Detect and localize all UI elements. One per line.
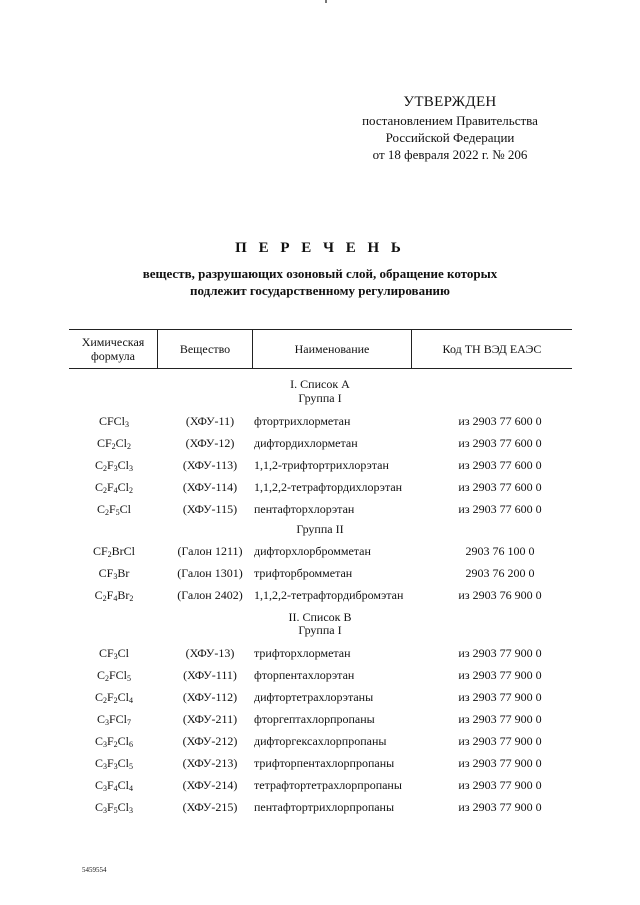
customs-code: из 2903 77 900 0: [458, 756, 542, 770]
document-number: 5459554: [82, 866, 107, 874]
substance-name: пентафтортрихлорпропаны: [254, 800, 395, 814]
substance-code: (ХФУ-214): [182, 778, 238, 792]
formula-element: C: [94, 756, 103, 770]
substance-name: трифторхлорметан: [254, 646, 351, 660]
formula-element: BrCl: [111, 544, 136, 558]
formula-element: Cl: [117, 800, 130, 814]
table-row: [0, 413, 640, 429]
formula-element: CF: [98, 566, 114, 580]
header-substance: Вещество: [179, 342, 231, 356]
formula-element: CFCl: [98, 414, 125, 428]
chemical-formula: [69, 667, 159, 683]
formula-element: F: [106, 756, 114, 770]
approval-date: от 18 февраля 2022 г. № 206: [372, 147, 528, 162]
formula-subscript: 4: [129, 696, 134, 705]
header-code: Код ТН ВЭД ЕАЭС: [442, 342, 542, 356]
customs-code: из 2903 77 600 0: [458, 502, 542, 516]
formula-element: Cl: [117, 690, 130, 704]
formula-element: C: [96, 712, 105, 726]
table-row: [0, 755, 640, 771]
formula-element: C: [94, 778, 103, 792]
formula-subscript: 3: [129, 806, 134, 815]
formula-subscript: 5: [115, 508, 120, 517]
table-row: [0, 565, 640, 581]
table-row: [0, 435, 640, 451]
chemical-formula: [69, 777, 159, 793]
formula-subscript: 2: [111, 442, 116, 451]
table-row: [0, 587, 640, 603]
formula-element: F: [106, 480, 114, 494]
customs-code: из 2903 76 900 0: [458, 588, 542, 602]
chemical-formula: [69, 587, 159, 603]
table-row: [0, 501, 640, 517]
chemical-formula: [69, 755, 159, 771]
formula-subscript: 3: [113, 464, 118, 473]
substance-name: фтортрихлорметан: [254, 414, 351, 428]
formula-element: C: [94, 690, 103, 704]
approval-stamp: [330, 93, 570, 163]
substance-code: (Галон 2402): [177, 588, 243, 602]
customs-code: из 2903 77 600 0: [458, 480, 542, 494]
chemical-formula: [69, 799, 159, 815]
substance-name: 1,1,2,2-тетрафтордихлорэтан: [254, 480, 403, 494]
formula-element: FCl: [109, 668, 128, 682]
formula-subscript: 3: [125, 420, 129, 429]
substance-code: (ХФУ-212): [182, 734, 238, 748]
substance-name: трифторбромметан: [254, 566, 353, 580]
formula-subscript: 2: [107, 550, 112, 559]
formula-element: Cl: [117, 734, 130, 748]
table-row: [0, 457, 640, 473]
customs-code: из 2903 77 900 0: [458, 800, 542, 814]
formula-element: F: [106, 690, 114, 704]
customs-code: 2903 76 200 0: [465, 566, 535, 580]
substance-code: (ХФУ-111): [183, 668, 237, 682]
formula-subscript: 4: [113, 486, 118, 495]
formula-element: F: [106, 800, 114, 814]
formula-element: Cl: [117, 756, 130, 770]
table-row: [0, 733, 640, 749]
formula-subscript: 4: [113, 594, 118, 603]
header-formula-line: формула: [91, 349, 135, 363]
substance-code: (ХФУ-211): [182, 712, 238, 726]
formula-element: FCl: [109, 712, 128, 726]
chemical-formula: [69, 413, 159, 429]
substance-code: (Галон 1301): [177, 566, 243, 580]
formula-subscript: 4: [129, 784, 134, 793]
formula-subscript: 2: [129, 486, 134, 495]
approval-line: постановлением Правительства: [362, 113, 538, 128]
formula-element: F: [106, 458, 114, 472]
substance-name: трифторпентахлорпропаны: [254, 756, 395, 770]
formula-element: C: [94, 588, 103, 602]
substance-code: (ХФУ-12): [185, 436, 235, 450]
page-top-mark: [325, 0, 327, 3]
formula-element: Cl: [119, 502, 132, 516]
formula-subscript: 6: [129, 740, 134, 749]
formula-subscript: 2: [113, 696, 118, 705]
substance-name: дифтордихлорметан: [254, 436, 358, 450]
table-row: [0, 479, 640, 495]
formula-element: Cl: [117, 480, 130, 494]
substance-code: (ХФУ-112): [182, 690, 238, 704]
substance-code: (ХФУ-115): [182, 502, 238, 516]
document-subtitle: [60, 265, 580, 299]
approval-heading: УТВЕРЖДЕН: [403, 94, 497, 110]
table-row: [0, 543, 640, 559]
formula-subscript: 5: [113, 806, 118, 815]
formula-subscript: 3: [102, 762, 107, 771]
formula-subscript: 2: [129, 594, 134, 603]
customs-code: из 2903 77 900 0: [458, 734, 542, 748]
formula-subscript: 5: [129, 762, 134, 771]
formula-element: C: [94, 734, 103, 748]
formula-subscript: 2: [127, 442, 132, 451]
chemical-formula: [69, 457, 159, 473]
formula-subscript: 3: [113, 572, 118, 581]
table-row: [0, 711, 640, 727]
formula-element: F: [108, 502, 116, 516]
customs-code: из 2903 77 900 0: [458, 690, 542, 704]
formula-subscript: 3: [105, 718, 109, 727]
formula-subscript: 2: [102, 486, 107, 495]
formula-element: CF: [98, 646, 114, 660]
formula-element: F: [106, 588, 114, 602]
formula-subscript: 3: [113, 762, 118, 771]
substance-name: фторгептахлорпропаны: [254, 712, 375, 726]
list-heading: II. Список B: [288, 610, 352, 624]
group-heading: Группа I: [298, 623, 342, 637]
formula-element: C: [96, 668, 105, 682]
substance-name: дифторхлорбромметан: [254, 544, 371, 558]
chemical-formula: [69, 711, 159, 727]
table-row: [0, 777, 640, 793]
customs-code: из 2903 77 900 0: [458, 668, 542, 682]
header-formula-line: Химическая: [81, 335, 145, 349]
substance-code: (ХФУ-113): [182, 458, 238, 472]
formula-subscript: 2: [102, 464, 107, 473]
formula-subscript: 4: [113, 784, 118, 793]
substance-code: (Галон 1211): [177, 544, 243, 558]
formula-element: C: [94, 480, 103, 494]
substance-name: фторпентахлорэтан: [254, 668, 355, 682]
substance-name: тетрафтортетрахлорпропаны: [254, 778, 402, 792]
chemical-formula: [69, 479, 159, 495]
formula-element: C: [96, 502, 105, 516]
substance-code: (ХФУ-114): [182, 480, 238, 494]
table-row: [0, 799, 640, 815]
substance-name: пентафторхлорэтан: [254, 502, 355, 516]
chemical-formula: [69, 543, 159, 559]
substance-code: (ХФУ-13): [185, 646, 235, 660]
formula-element: CF: [96, 436, 112, 450]
formula-subscript: 3: [102, 806, 107, 815]
formula-subscript: 3: [129, 464, 134, 473]
formula-subscript: 3: [113, 652, 118, 661]
formula-element: F: [106, 778, 114, 792]
table-header: [69, 329, 572, 369]
chemical-formula: [69, 733, 159, 749]
formula-element: Cl: [115, 436, 128, 450]
substance-code: (ХФУ-213): [182, 756, 238, 770]
substance-code: (ХФУ-11): [185, 414, 235, 428]
formula-subscript: 2: [102, 594, 107, 603]
group-heading: Группа II: [296, 522, 344, 536]
table-row: [0, 689, 640, 705]
customs-code: из 2903 77 600 0: [458, 414, 542, 428]
formula-element: Cl: [117, 778, 130, 792]
substance-name: 1,1,2-трифтортрихлорэтан: [254, 458, 389, 472]
formula-subscript: 2: [102, 696, 107, 705]
substance-name: 1,1,2,2-тетрафтордибромэтан: [254, 588, 404, 602]
customs-code: из 2903 77 900 0: [458, 712, 542, 726]
customs-code: из 2903 77 900 0: [458, 646, 542, 660]
substance-name: дифторгексахлорпропаны: [254, 734, 387, 748]
customs-code: из 2903 77 900 0: [458, 778, 542, 792]
subtitle-line: подлежит государственному регулированию: [190, 283, 450, 298]
customs-code: из 2903 77 600 0: [458, 458, 542, 472]
formula-subscript: 3: [102, 740, 107, 749]
subtitle-line: веществ, разрушающих озоновый слой, обращение которых: [142, 266, 498, 281]
chemical-formula: [69, 689, 159, 705]
formula-element: Br: [117, 566, 130, 580]
header-name: Наименование: [294, 342, 370, 356]
substance-code: (ХФУ-215): [182, 800, 238, 814]
formula-element: CF: [92, 544, 108, 558]
formula-element: Cl: [117, 646, 130, 660]
chemical-formula: [69, 565, 159, 581]
group-heading: Группа I: [298, 391, 342, 405]
approval-line: Российской Федерации: [385, 130, 515, 145]
table-row: [0, 667, 640, 683]
formula-element: C: [94, 458, 103, 472]
formula-subscript: 7: [127, 718, 132, 727]
formula-element: C: [94, 800, 103, 814]
list-heading: I. Список A: [290, 377, 350, 391]
header-formula: [69, 330, 157, 368]
formula-element: F: [106, 734, 114, 748]
chemical-formula: [69, 435, 159, 451]
formula-subscript: 5: [127, 674, 132, 683]
formula-subscript: 3: [102, 784, 107, 793]
chemical-formula: [69, 645, 159, 661]
formula-subscript: 2: [104, 508, 109, 517]
substance-name: дифтортетрахлорэтаны: [254, 690, 374, 704]
formula-element: Cl: [117, 458, 130, 472]
customs-code: из 2903 77 600 0: [458, 436, 542, 450]
table-row: [0, 645, 640, 661]
document-title: П Е Р Е Ч Е Н Ь: [235, 240, 405, 256]
chemical-formula: [69, 501, 159, 517]
formula-subscript: 2: [105, 674, 109, 683]
formula-subscript: 2: [113, 740, 118, 749]
formula-element: Br: [117, 588, 130, 602]
customs-code: 2903 76 100 0: [465, 544, 535, 558]
